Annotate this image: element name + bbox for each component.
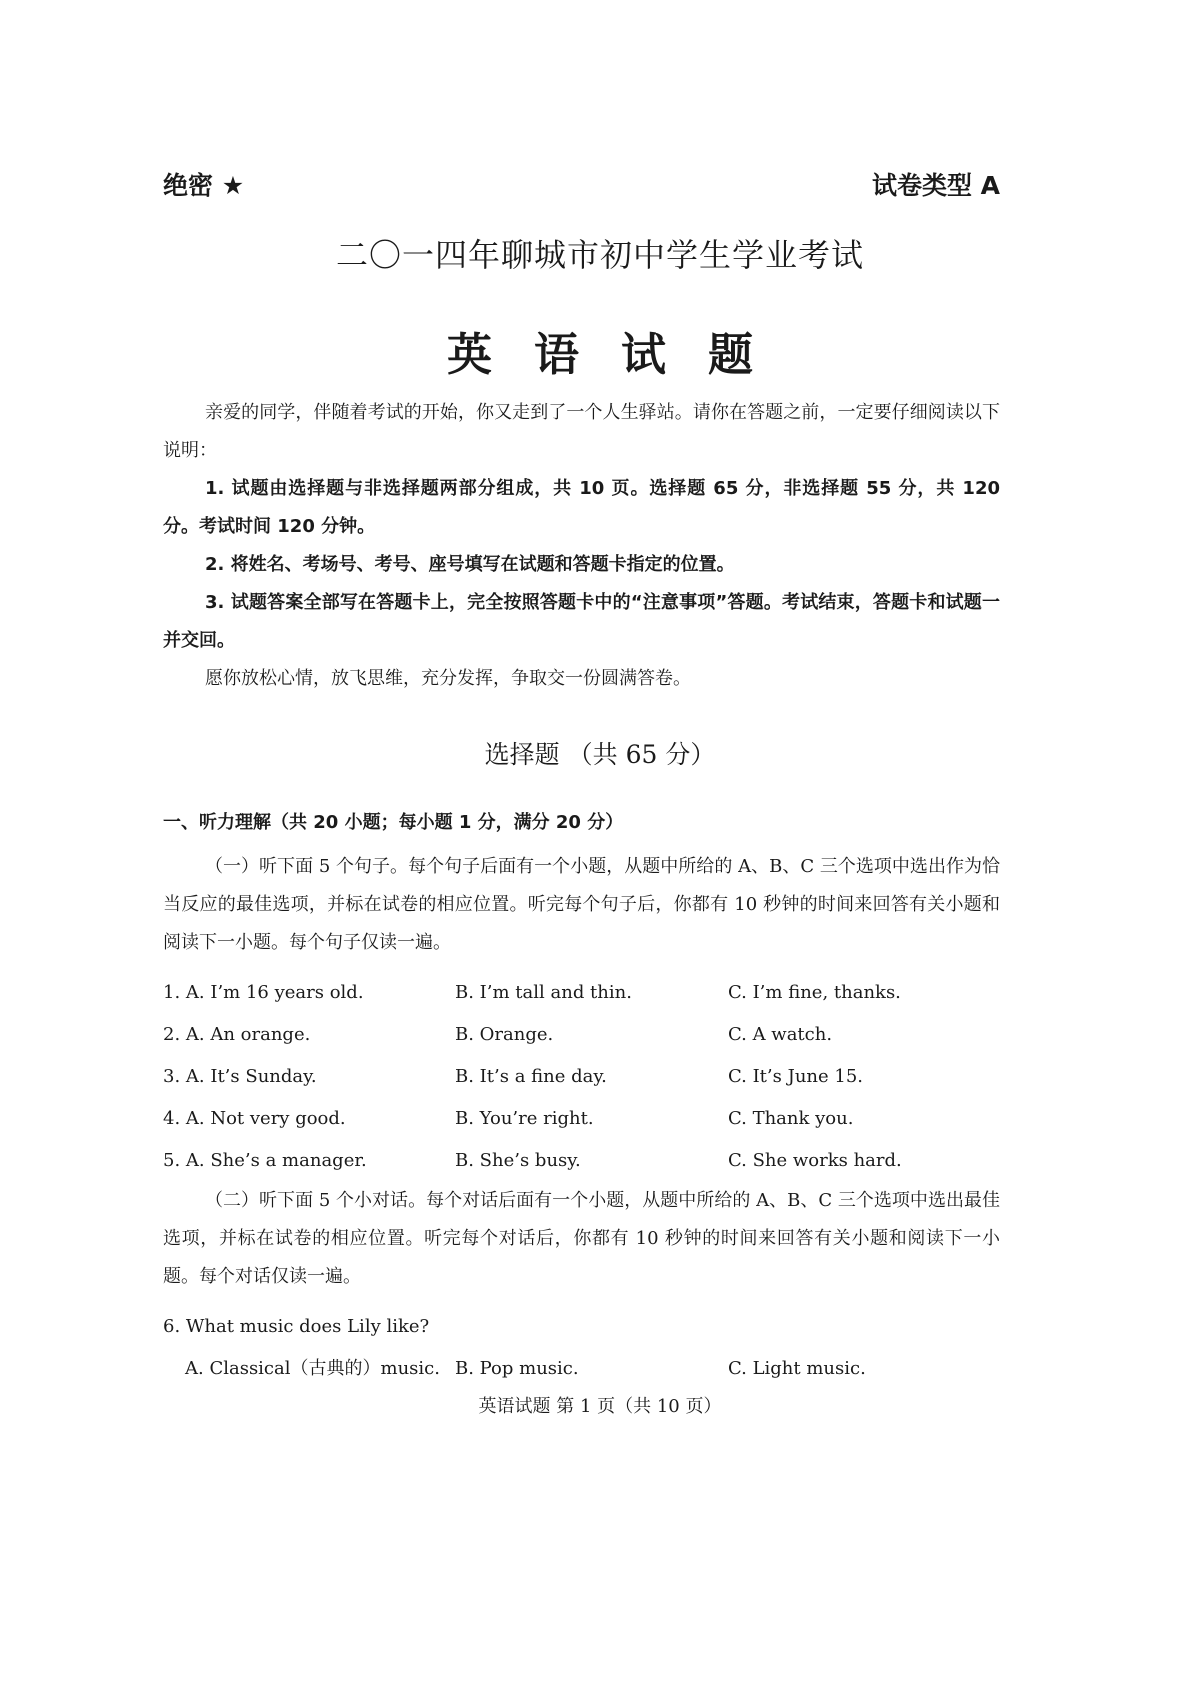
- option-c: C. She works hard.: [728, 1150, 902, 1171]
- page-footer: 英语试题 第 1 页（共 10 页）: [478, 1396, 722, 1417]
- option-a: 1. A. I’m 16 years old.: [163, 982, 364, 1003]
- option-a: 4. A. Not very good.: [163, 1108, 346, 1129]
- question-row: [163, 1100, 1003, 1138]
- exam-title: 二〇一四年聊城市初中学生学业考试: [335, 236, 864, 274]
- question-row: [163, 1350, 1003, 1388]
- intro-rule-3: 3. 试题答案全部写在答题卡上，完全按照答题卡中的“注意事项”答题。考试结束，答题卡和试题一并交回。: [163, 592, 1000, 651]
- section-title: 选择题 （共 65 分）: [484, 740, 716, 769]
- part-1-title: 一、听力理解（共 20 小题；每小题 1 分，满分 20 分）: [163, 812, 624, 833]
- question-row: [163, 1142, 1003, 1180]
- intro-greeting: 亲爱的同学，伴随着考试的开始，你又走到了一个人生驿站。请你在答题之前，一定要仔细阅读以下说明：: [163, 402, 1000, 461]
- option-c: C. I’m fine, thanks.: [728, 982, 901, 1003]
- question-stem: 6. What music does Lily like?: [163, 1316, 430, 1337]
- intro-rule-2: 2. 将姓名、考场号、考号、座号填写在试题和答题卡指定的位置。: [205, 554, 735, 575]
- part-1-sub-1-instructions: （一）听下面 5 个句子。每个句子后面有一个小题，从题中所给的 A、B、C 三个选项中选出作为恰当反应的最佳选项，并标在试卷的相应位置。听完每个句子后，你都有 10 秒钟的时间来回答有关小题和阅读下一小题。每个句子仅读一遍。: [163, 856, 1000, 953]
- option-b: B. She’s busy.: [455, 1150, 581, 1171]
- paper-type: 试卷类型 A: [871, 171, 1000, 200]
- option-a: A. Classical（古典的）music.: [185, 1358, 440, 1379]
- option-b: B. Pop music.: [455, 1358, 579, 1379]
- option-c: C. A watch.: [728, 1024, 833, 1045]
- confidential-mark: 绝密 ★: [163, 171, 245, 200]
- question-row: [163, 1016, 1003, 1054]
- question-6-stem: [163, 1308, 1003, 1346]
- subject-title: 英语试题: [446, 328, 795, 381]
- question-row: [163, 1058, 1003, 1096]
- option-a: 3. A. It’s Sunday.: [163, 1066, 317, 1087]
- option-b: B. Orange.: [455, 1024, 554, 1045]
- option-a: 5. A. She’s a manager.: [163, 1150, 367, 1171]
- option-c: C. Thank you.: [728, 1108, 854, 1129]
- option-b: B. You’re right.: [455, 1108, 594, 1129]
- question-row: [163, 974, 1003, 1012]
- option-a: 2. A. An orange.: [163, 1024, 311, 1045]
- option-c: C. Light music.: [728, 1358, 866, 1379]
- option-b: B. I’m tall and thin.: [455, 982, 632, 1003]
- option-c: C. It’s June 15.: [728, 1066, 863, 1087]
- intro-wish: 愿你放松心情，放飞思维，充分发挥，争取交一份圆满答卷。: [205, 668, 691, 689]
- part-1-sub-2-instructions: （二）听下面 5 个小对话。每个对话后面有一个小题，从题中所给的 A、B、C 三个选项中选出最佳选项，并标在试卷的相应位置。听完每个对话后，你都有 10 秒钟的时间来回答有关小题和阅读下一小题。每个对话仅读一遍。: [163, 1190, 1000, 1287]
- intro-rule-1: 1. 试题由选择题与非选择题两部分组成，共 10 页。选择题 65 分，非选择题 55 分，共 120 分。考试时间 120 分钟。: [163, 478, 1000, 537]
- option-b: B. It’s a fine day.: [455, 1066, 607, 1087]
